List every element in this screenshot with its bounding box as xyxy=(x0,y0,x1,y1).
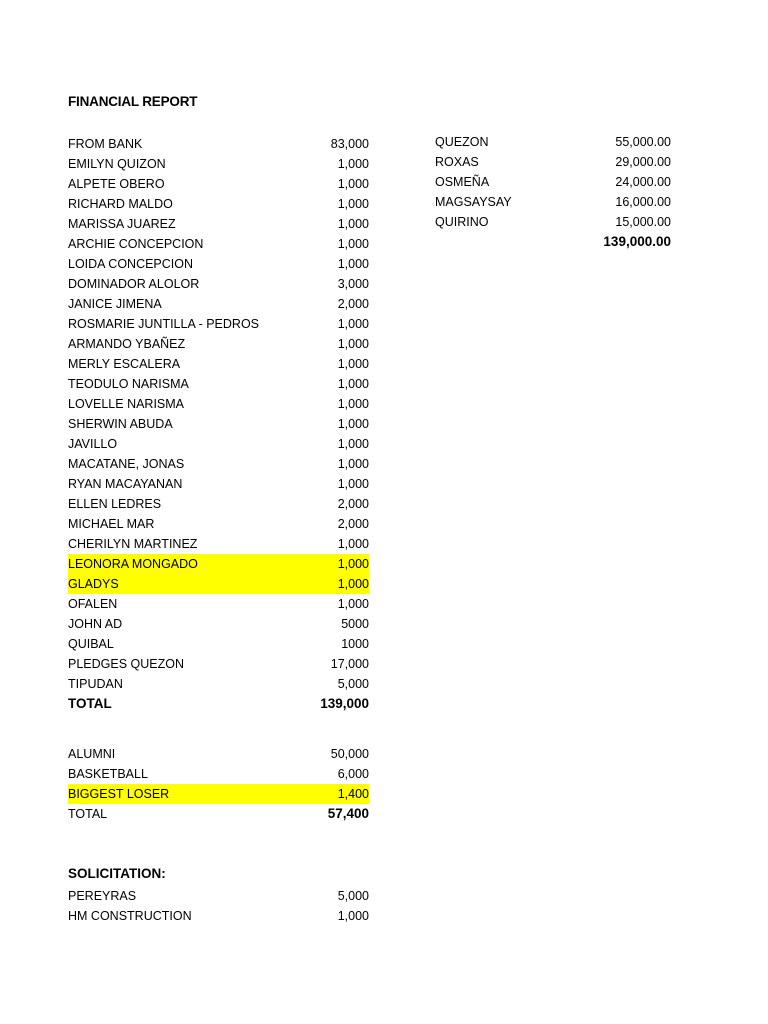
amount-cell: 1,000 xyxy=(337,177,369,191)
name-cell: JANICE JIMENA xyxy=(68,297,162,311)
name-cell: BIGGEST LOSER xyxy=(68,787,170,801)
amount-cell: 1,000 xyxy=(337,557,369,571)
amount-cell: 1,000 xyxy=(337,417,369,431)
amount-cell: 2,000 xyxy=(337,497,369,511)
list-item xyxy=(68,744,369,764)
amount-cell: 1,000 xyxy=(337,577,369,591)
amount-cell: 83,000 xyxy=(330,137,369,151)
contributions-list xyxy=(68,134,369,714)
list-item xyxy=(68,514,369,534)
name-cell: QUIRINO xyxy=(435,215,489,229)
name-cell: QUIBAL xyxy=(68,637,114,651)
solicitation-list xyxy=(68,886,369,926)
name-cell: HM CONSTRUCTION xyxy=(68,909,192,923)
list-item xyxy=(68,634,369,654)
list-item xyxy=(68,474,369,494)
list-item xyxy=(68,274,369,294)
list-item xyxy=(68,454,369,474)
name-cell: ALPETE OBERO xyxy=(68,177,165,191)
name-cell: MAGSAYSAY xyxy=(435,195,512,209)
amount-cell: 17,000 xyxy=(330,657,369,671)
name-cell: BASKETBALL xyxy=(68,767,148,781)
amount-cell: 1,000 xyxy=(337,197,369,211)
list-item xyxy=(68,594,369,614)
list-item xyxy=(68,314,369,334)
name-cell: OFALEN xyxy=(68,597,118,611)
amount-cell: 1,000 xyxy=(337,909,369,923)
amount-cell: 1,000 xyxy=(337,217,369,231)
name-cell: RICHARD MALDO xyxy=(68,197,173,211)
name-cell: DOMINADOR ALOLOR xyxy=(68,277,200,291)
name-cell: FROM BANK xyxy=(68,137,143,151)
solicitation-heading: SOLICITATION: xyxy=(68,866,166,881)
amount-cell: 1,400 xyxy=(337,787,369,801)
list-item xyxy=(68,214,369,234)
list-item xyxy=(68,334,369,354)
amount-cell: 2,000 xyxy=(337,297,369,311)
list-item xyxy=(68,414,369,434)
amount-cell: 50,000 xyxy=(330,747,369,761)
total-row xyxy=(68,804,369,824)
breakdown-list xyxy=(435,132,671,252)
name-cell: EMILYN QUIZON xyxy=(68,157,166,171)
list-item xyxy=(68,254,369,274)
name-cell: JOHN AD xyxy=(68,617,123,631)
name-cell: OSMEÑA xyxy=(435,175,490,189)
amount-cell: 1,000 xyxy=(337,477,369,491)
list-item xyxy=(68,764,369,784)
name-cell: SHERWIN ABUDA xyxy=(68,417,173,431)
list-item xyxy=(68,354,369,374)
name-cell: RYAN MACAYANAN xyxy=(68,477,183,491)
name-cell: MERLY ESCALERA xyxy=(68,357,181,371)
total-row xyxy=(435,232,671,252)
amount-cell: 55,000.00 xyxy=(615,135,671,149)
amount-cell: 24,000.00 xyxy=(615,175,671,189)
list-item xyxy=(435,172,671,192)
amount-cell: 1,000 xyxy=(337,157,369,171)
name-cell: QUEZON xyxy=(435,135,489,149)
amount-cell: 16,000.00 xyxy=(615,195,671,209)
list-item xyxy=(435,152,671,172)
name-cell: ALUMNI xyxy=(68,747,116,761)
list-item xyxy=(68,534,369,554)
amount-cell: 1,000 xyxy=(337,317,369,331)
name-cell: MACATANE, JONAS xyxy=(68,457,185,471)
amount-cell: 1000 xyxy=(341,637,369,651)
list-item xyxy=(68,294,369,314)
list-item xyxy=(68,194,369,214)
amount-cell: 1,000 xyxy=(337,257,369,271)
amount-cell: 29,000.00 xyxy=(615,155,671,169)
name-cell: GLADYS xyxy=(68,577,119,591)
amount-cell: 1,000 xyxy=(337,537,369,551)
total-amount: 139,000 xyxy=(320,696,369,711)
name-cell: ARMANDO YBAÑEZ xyxy=(68,337,186,351)
list-item xyxy=(68,174,369,194)
amount-cell: 1,000 xyxy=(337,597,369,611)
amount-cell: 1,000 xyxy=(337,237,369,251)
list-item xyxy=(68,494,369,514)
total-label: TOTAL xyxy=(68,696,112,711)
amount-cell: 5000 xyxy=(341,617,369,631)
list-item-highlighted xyxy=(68,574,369,594)
amount-cell: 2,000 xyxy=(337,517,369,531)
list-item xyxy=(68,674,369,694)
list-item xyxy=(68,614,369,634)
total-label: TOTAL xyxy=(68,807,108,821)
name-cell: LOVELLE NARISMA xyxy=(68,397,185,411)
name-cell: JAVILLO xyxy=(68,437,118,451)
list-item xyxy=(68,234,369,254)
amount-cell: 5,000 xyxy=(337,677,369,691)
amount-cell: 1,000 xyxy=(337,357,369,371)
list-item xyxy=(68,154,369,174)
name-cell: LOIDA CONCEPCION xyxy=(68,257,194,271)
name-cell: ROXAS xyxy=(435,155,479,169)
report-title: FINANCIAL REPORT xyxy=(68,94,198,109)
name-cell: CHERILYN MARTINEZ xyxy=(68,537,198,551)
amount-cell: 6,000 xyxy=(337,767,369,781)
list-item xyxy=(68,886,369,906)
list-item xyxy=(435,212,671,232)
amount-cell: 5,000 xyxy=(337,889,369,903)
list-item xyxy=(68,434,369,454)
amount-cell: 1,000 xyxy=(337,377,369,391)
name-cell: MICHAEL MAR xyxy=(68,517,155,531)
other-income-list xyxy=(68,744,369,824)
total-row xyxy=(68,694,369,714)
name-cell: ROSMARIE JUNTILLA - PEDROS xyxy=(68,317,260,331)
amount-cell: 1,000 xyxy=(337,337,369,351)
amount-cell: 15,000.00 xyxy=(615,215,671,229)
total-amount: 139,000.00 xyxy=(603,234,671,249)
amount-cell: 1,000 xyxy=(337,437,369,451)
amount-cell: 1,000 xyxy=(337,397,369,411)
amount-cell: 1,000 xyxy=(337,457,369,471)
list-item-highlighted xyxy=(68,784,369,804)
name-cell: PEREYRAS xyxy=(68,889,137,903)
list-item-highlighted xyxy=(68,554,369,574)
total-amount: 57,400 xyxy=(327,806,369,821)
name-cell: MARISSA JUAREZ xyxy=(68,217,176,231)
name-cell: PLEDGES QUEZON xyxy=(68,657,184,671)
list-item xyxy=(435,132,671,152)
list-item xyxy=(68,374,369,394)
list-item xyxy=(68,394,369,414)
name-cell: ELLEN LEDRES xyxy=(68,497,162,511)
amount-cell: 3,000 xyxy=(337,277,369,291)
list-item xyxy=(68,906,369,926)
name-cell: LEONORA MONGADO xyxy=(68,557,198,571)
list-item xyxy=(68,134,369,154)
name-cell: TIPUDAN xyxy=(68,677,123,691)
name-cell: ARCHIE CONCEPCION xyxy=(68,237,204,251)
name-cell: TEODULO NARISMA xyxy=(68,377,189,391)
list-item xyxy=(435,192,671,212)
list-item xyxy=(68,654,369,674)
